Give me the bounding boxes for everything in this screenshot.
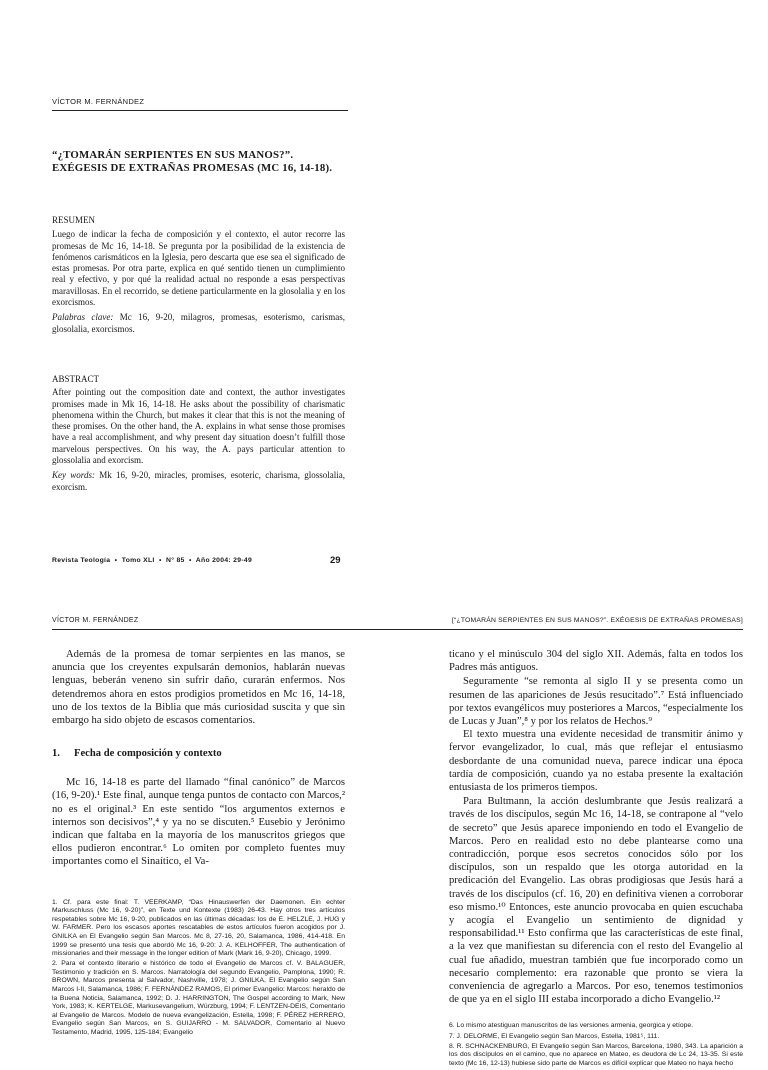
left-column [52,648,345,1039]
page-number: 29 [330,555,341,566]
key-words [52,470,345,493]
intro-paragraph: Además de la promesa de tomar serpientes en las manos, se anuncia que los creyentes expulsarán demonios, hablarán nuevas lenguas, beberán veneno sin sufrir daño, curarán enfermos. Nos detendremos ahora en estos prodigios prometidos en Mc 16, 14-18, uno de los textos de la Biblia que más curiosidad suscita y que sin embargo ha sido objeto de escasos comentarios. [52,649,345,727]
right-paragraph-3: El texto muestra una evidente necesidad de transmitir ánimo y fervor evangelizador, lo cual, más que reflejar el entusiasmo desbordante de una comunidad nueva, parece indicar una época tardía de composición, cuando ya no estaba presente la exaltación entusiasta de los primeros tiempos. [449,729,743,794]
resumen-heading: RESUMEN [52,215,96,225]
right-paragraph-1: ticano y el minúsculo 304 del siglo XII. Además, falta en todos los Padres más antiguos. [449,649,743,674]
left-footnotes [52,899,345,1038]
abstract-heading: ABSTRACT [52,374,100,384]
page1-header-rule [52,110,348,111]
section-heading [52,748,345,759]
right-paragraph-2: Seguramente “se remonta al siglo II y se presenta como un resumen de las apariciones de Jesús resucitado”.⁷ Está influenciado por textos evangélicos muy posteriores a Marcos, “especialmente los de Lucas y Juan”,⁸ y por los relatos de Hechos.⁹ [449,676,743,728]
section-number: 1. [52,748,60,760]
palabras-clave-label: Palabras clave: [52,312,114,323]
page2-header-rule [52,629,743,630]
palabras-clave [52,312,345,335]
page2-header-left: VÍCTOR M. FERNÁNDEZ [52,617,139,624]
abstract-section [52,374,345,493]
footnote-8: 8. R. SCHNACKENBURG, El Evangelio según San Marcos, Barcelona, 1980, 343. La aparición a los dos discípulos en el camino, que no aparece en Mateo, es deudora de Lc 24, 13-35. Si este texto (Mc 16, 12-13) hubiese sido parte de Marcos es difícil explicar que Mateo no haya hecho [449,1042,743,1067]
right-footnotes [449,1022,743,1068]
section-title: Fecha de composición y contexto [74,748,222,760]
footnote-6: 6. Lo mismo atestiguan manuscritos de las versiones armenia, georgica y etíope. [449,1022,694,1030]
article-title-line2: EXÉGESIS DE EXTRAÑAS PROMESAS (MC 16, 14-18). [52,162,333,174]
resumen-text: Luego de indicar la fecha de composición y el contexto, el autor recorre las promesas de Mc 16, 14-18. Se pregunta por la posibilidad de la existencia de fenómenos carismáticos en la Iglesia, pero descarta que ese sea el significado de estas promesas. Por otra parte, explica en qué sentido tienen un cumplimiento real y efectivo, y por qué la realidad actual no responde a esas perspectivas maravillosas. En el recorrido, se detiene particularmente en la glosolalia y en los exorcismos. [52,229,345,308]
footnote-1: 1. Cf. para este final: T. VEERKAMP, “Das Hinauswerfen der Daemonen. Ein echter Markuschluss (Mc 16, 9-20)”, en Texte und Kontexte (1983) 26-43. Hay otros tres artículos respetables sobre Mc 16, 9-20, publicados en las últimas décadas: los de E. HELZLE, J. HUG y W. FARMER. Pero los escasos aportes rescatables de estos artículos fueron acogidos por J. GNILKA en El Evangelio según San Marcos. Mc 8, 27-16, 20, Salamanca, 1986, 414-418. En 1999 se presentó una tesis que abordó Mc 16, 9-20: J. A. KELHOFFER, The authentication of missionaries and their message in the longer edition of Mark (Mark 16, 9-20), Chicago, 1999. [52,898,345,958]
resumen-section [52,215,345,335]
right-paragraph-4: Para Bultmann, la acción deslumbrante que Jesús realizará a través de los discípulos, según Mc 16, 14-18, se contrapone al “velo de secreto” que Jesús aparece imponiendo en todo el Evangelio de Marcos. Pero en realidad esto no debe plantearse como una contradicción, porque esos secretos conocidos sólo por los discípulos, son un respaldo que les otorga autoridad en la predicación del Evangelio. Las obras prodigiosas que Jesús hará a través de los discípulos (cf. 16, 20) en definitiva vienen a corroborar eso mismo.¹⁰ Entonces, este anuncio provocaba en quien escuchaba y acogía el Evangelio un sentimiento de dignidad y responsabilidad.¹¹ Esto confirma que las características de este final, a la vez que manifiestan su diferencia con el resto del Evangelio al cual fue añadido, muestran también que fue incorporado como un necesario complemento: era razonable que pronto se viera la conveniencia de agregarlo a Marcos. Por eso, tenemos testimonios de que ya en el siglo III estaba incorporado a dicho Evangelio.¹² [449,796,743,1006]
palabras-clave-text: Mc 16, 9-20, milagros, promesas, esoterismo, carismas, glosolalia, exorcismos. [52,312,346,334]
article-title-line1: “¿TOMARÁN SERPIENTES EN SUS MANOS?”. [52,149,294,161]
footnote-7: 7. J. DELORME, El Evangelio según San Marcos, Estella, 1981⁵, 111. [449,1032,660,1040]
page2-header-right: [“¿TOMARÁN SERPIENTES EN SUS MANOS?”. EXÉGESIS DE EXTRAÑAS PROMESAS] [451,617,743,624]
article-title [52,149,352,175]
key-words-text: Mk 16, 9-20, miracles, promises, esoteric, charisma, glossolalia, exorcism. [52,470,345,492]
page1-author: VÍCTOR M. FERNÁNDEZ [52,97,145,106]
footnote-2: 2. Para el contexto literario e histórico de todo el Evangelio de Marcos cf. V. BALAGUER, Testimonio y tradición en S. Marcos. Narratología del segundo Evangelio, Pamplona, 1990; R. BROWN, Marcos presenta al Salvador, Nashville, 1978; J. GNILKA, El Evangelio según San Marcos I-II, Salamanca, 1986; F. FERNÁNDEZ RAMOS, El primer Evangelio: Marcos: heraldo de la Buena Noticia, Salamanca, 1992; D. J. HARRINGTON, The Gospel according to Mark, New York, 1983; K. KERTELGE, Markusevangelium, Würzburg, 1994; F. LENTZEN-DEIS, Comentario al Evangelio de Marcos. Modelo de nueva evangelización, Estella, 1998; F. PÉREZ HERRERO, Evangelio según San Marcos, en S. GUIJARRO - M. SALVADOR, Comentario al Nuevo Testamento, Madrid, 1995, 125-184; Evangelio [52,960,345,1037]
key-words-label: Key words: [52,470,95,481]
journal-footer: Revista Teología • Tomo XLI • N° 85 • Año 2004: 29-49 [52,557,253,564]
section-paragraph: Mc 16, 14-18 es parte del llamado “final canónico” de Marcos (16, 9-20).¹ Este final, aunque tenga puntos de contacto con Marcos,² no es el original.³ En este sentido “los argumentos externos e internos son decisivos”,⁴ y ya no se discuten.⁵ Eusebio y Jerónimo indican que faltaba en la mayoría de los manuscritos griegos que ellos pudieron encontrar.⁶ Lo omiten por completo fuentes muy importantes como el Sinaítico, el Va- [52,777,345,868]
abstract-text: After pointing out the composition date and context, the author investigates promises made in Mk 16, 14-18. He asks about the possibility of charismatic phenomena within the Church, but makes it clear that this is not the meaning of these promises. On the other hand, the A. explains in what sense those promises have a real accomplishment, and why present day situation doesn’t fulfill those marvelous perspectives. On his way, the A. pays particular attention to glossolalia and exorcism. [52,387,345,466]
right-column [449,648,743,1070]
